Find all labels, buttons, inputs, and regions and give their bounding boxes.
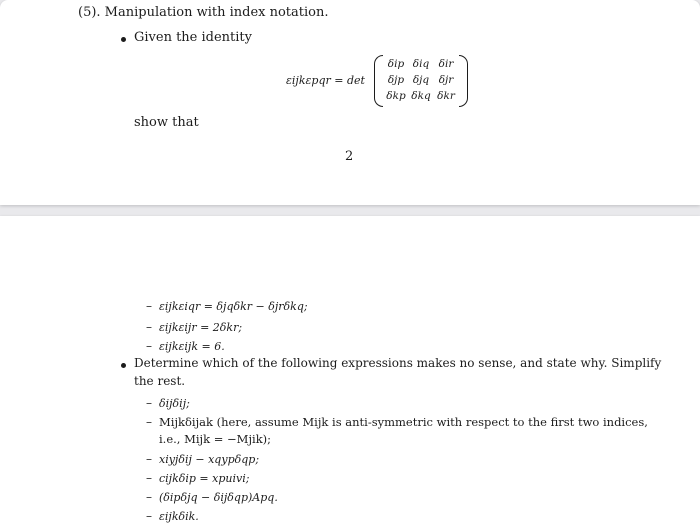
problem-heading: (5). Manipulation with index notation.: [78, 5, 329, 20]
result-line: εijkεiqr = δjqδkr − δjrδkq;: [159, 300, 308, 313]
result-line: εijkεijk = 6.: [159, 340, 225, 353]
dash-marker: –: [146, 509, 152, 523]
dash-marker: –: [146, 452, 152, 466]
left-paren: [374, 55, 383, 107]
expression-item: εijkδik.: [159, 510, 199, 523]
dash-marker: –: [146, 320, 152, 334]
expression-item: xiyjδij − xqypδqp;: [159, 453, 260, 466]
matrix-cell: δjq: [412, 74, 430, 86]
show-that-text: show that: [134, 115, 199, 130]
expression-item: cijkδip = xpuivi;: [159, 472, 250, 485]
expression-item: δijδij;: [159, 397, 190, 410]
matrix-cell: δip: [387, 58, 405, 70]
matrix-cell: δkp: [386, 90, 406, 102]
expression-item: (δipδjq − δijδqp)Apq.: [159, 491, 278, 504]
dash-marker: –: [146, 471, 152, 485]
matrix-cell: δiq: [412, 58, 430, 70]
identity-lhs: εijkεpqr = det: [286, 74, 365, 87]
matrix-cell: δjp: [387, 74, 405, 86]
determine-line-2: the rest.: [134, 374, 186, 388]
right-paren: [459, 55, 468, 107]
dash-marker: –: [146, 415, 152, 429]
delta-matrix: [374, 55, 468, 107]
dash-marker: –: [146, 490, 152, 504]
bullet-icon: [121, 363, 126, 368]
page-number: 2: [345, 149, 354, 164]
page-one: [0, 0, 700, 205]
matrix-cell: δir: [438, 58, 454, 70]
matrix-cell: δkq: [411, 90, 431, 102]
determine-line-1: Determine which of the following expressions makes no sense, and state why. Simplify: [134, 356, 662, 370]
dash-marker: –: [146, 396, 152, 410]
result-line: εijkεijr = 2δkr;: [159, 321, 243, 334]
matrix-cell: δjr: [438, 74, 454, 86]
page-two: [0, 216, 700, 532]
dash-marker: –: [146, 299, 152, 313]
dash-marker: –: [146, 339, 152, 353]
matrix-cell: δkr: [437, 90, 455, 102]
expression-item: Mijkδijak (here, assume Mijk is anti-symmetric with respect to the first two indices,: [159, 415, 648, 429]
expression-item-continued: i.e., Mijk = −Mjik);: [159, 432, 272, 446]
given-identity-text: Given the identity: [134, 30, 253, 45]
bullet-icon: [121, 37, 126, 42]
